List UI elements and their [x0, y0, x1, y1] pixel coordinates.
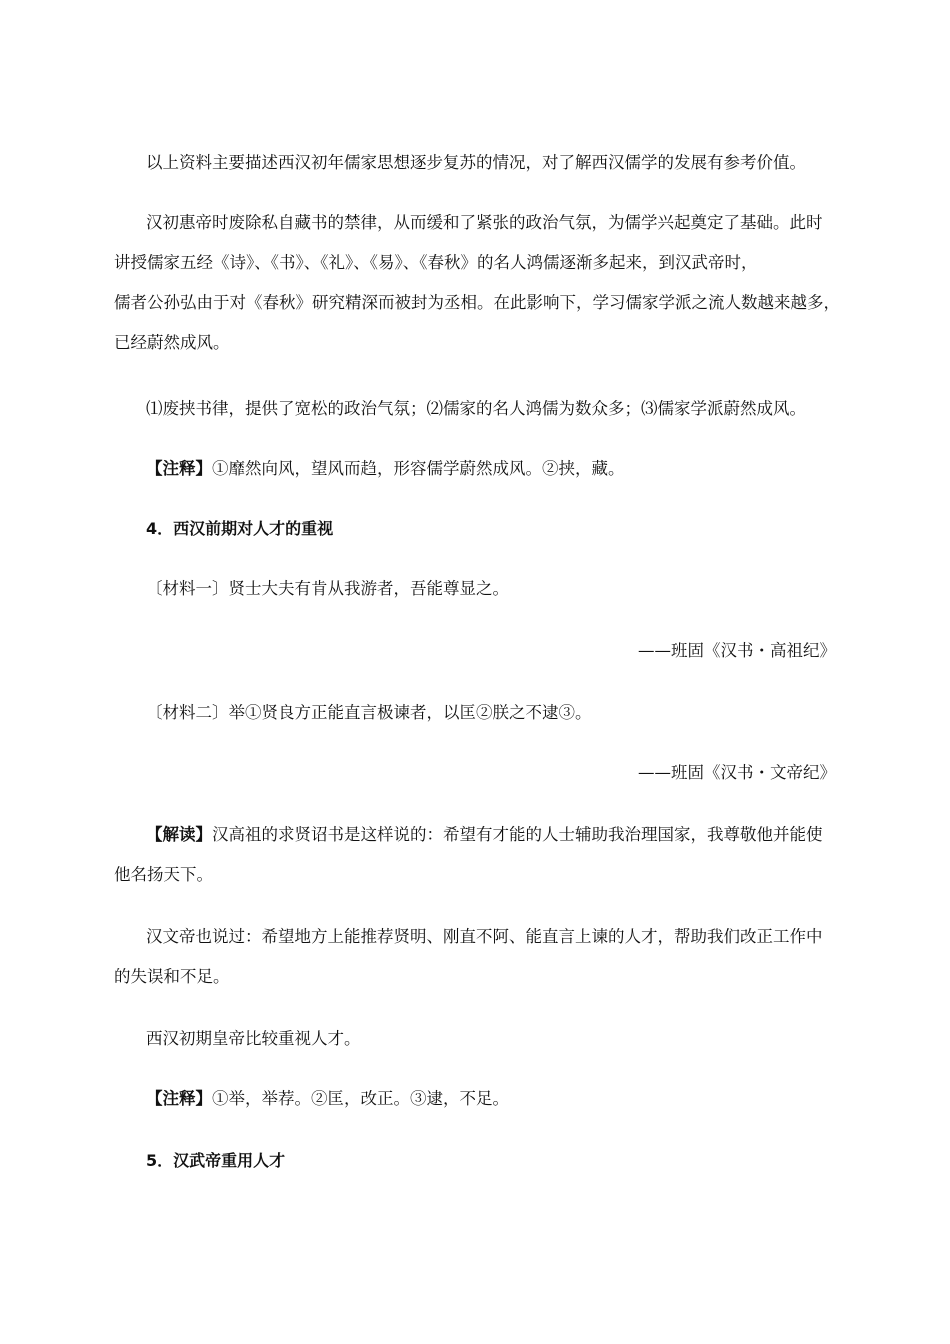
paragraph-line: 讲授儒家五经《诗》、《书》、《礼》、《易》、《春秋》的名人鸿儒逐渐多起来，到汉武帝时，	[114, 253, 758, 272]
material-quote: 〔材料二〕举①贤良方正能直言极谏者，以匡②朕之不逮③。	[146, 703, 592, 722]
material-quote: 〔材料一〕贤士大夫有肯从我游者，吾能尊显之。	[146, 579, 509, 598]
paragraph-points: ⑴废挟书律，提供了宽松的政治气氛；⑵儒家的名人鸿儒为数众多；⑶儒家学派蔚然成风。	[146, 399, 806, 418]
reading-label: 【解读】	[146, 825, 212, 844]
note-paragraph	[146, 458, 836, 480]
reading-text: 汉高祖的求贤诏书是这样说的：希望有才能的人士辅助我治理国家，我尊敬他并能使	[212, 825, 823, 844]
paragraph-line: 的失误和不足。	[114, 967, 230, 986]
section-heading: 5．汉武帝重用人才	[146, 1151, 286, 1170]
quote-source: ——班固《汉书・高祖纪》	[638, 641, 836, 660]
paragraph-line: 已经蔚然成风。	[114, 333, 230, 352]
note-label: 【注释】	[146, 1089, 212, 1108]
reading-paragraph	[146, 824, 836, 846]
section-heading: 4．西汉前期对人才的重视	[146, 519, 334, 538]
note-text: ①靡然向风，望风而趋，形容儒学蔚然成风。②挟，藏。	[212, 459, 625, 478]
note-label: 【注释】	[146, 459, 212, 478]
note-text: ①举，举荐。②匡，改正。③逮，不足。	[212, 1089, 509, 1108]
note-paragraph	[146, 1088, 836, 1110]
paragraph-line: 汉文帝也说过：希望地方上能推荐贤明、刚直不阿、能直言上谏的人才，帮助我们改正工作中	[146, 927, 823, 946]
quote-source: ——班固《汉书・文帝纪》	[638, 763, 836, 782]
paragraph-line: 儒者公孙弘由于对《春秋》研究精深而被封为丞相。在此影响下，学习儒家学派之流人数越来越多，	[114, 293, 840, 312]
paragraph-summary: 西汉初期皇帝比较重视人才。	[146, 1029, 361, 1048]
paragraph-line: 汉初惠帝时废除私自藏书的禁律，从而缓和了紧张的政治气氛，为儒学兴起奠定了基础。此时	[146, 213, 823, 232]
paragraph-line: 他名扬天下。	[114, 865, 213, 884]
paragraph-summary: 以上资料主要描述西汉初年儒家思想逐步复苏的情况，对了解西汉儒学的发展有参考价值。	[146, 153, 806, 172]
